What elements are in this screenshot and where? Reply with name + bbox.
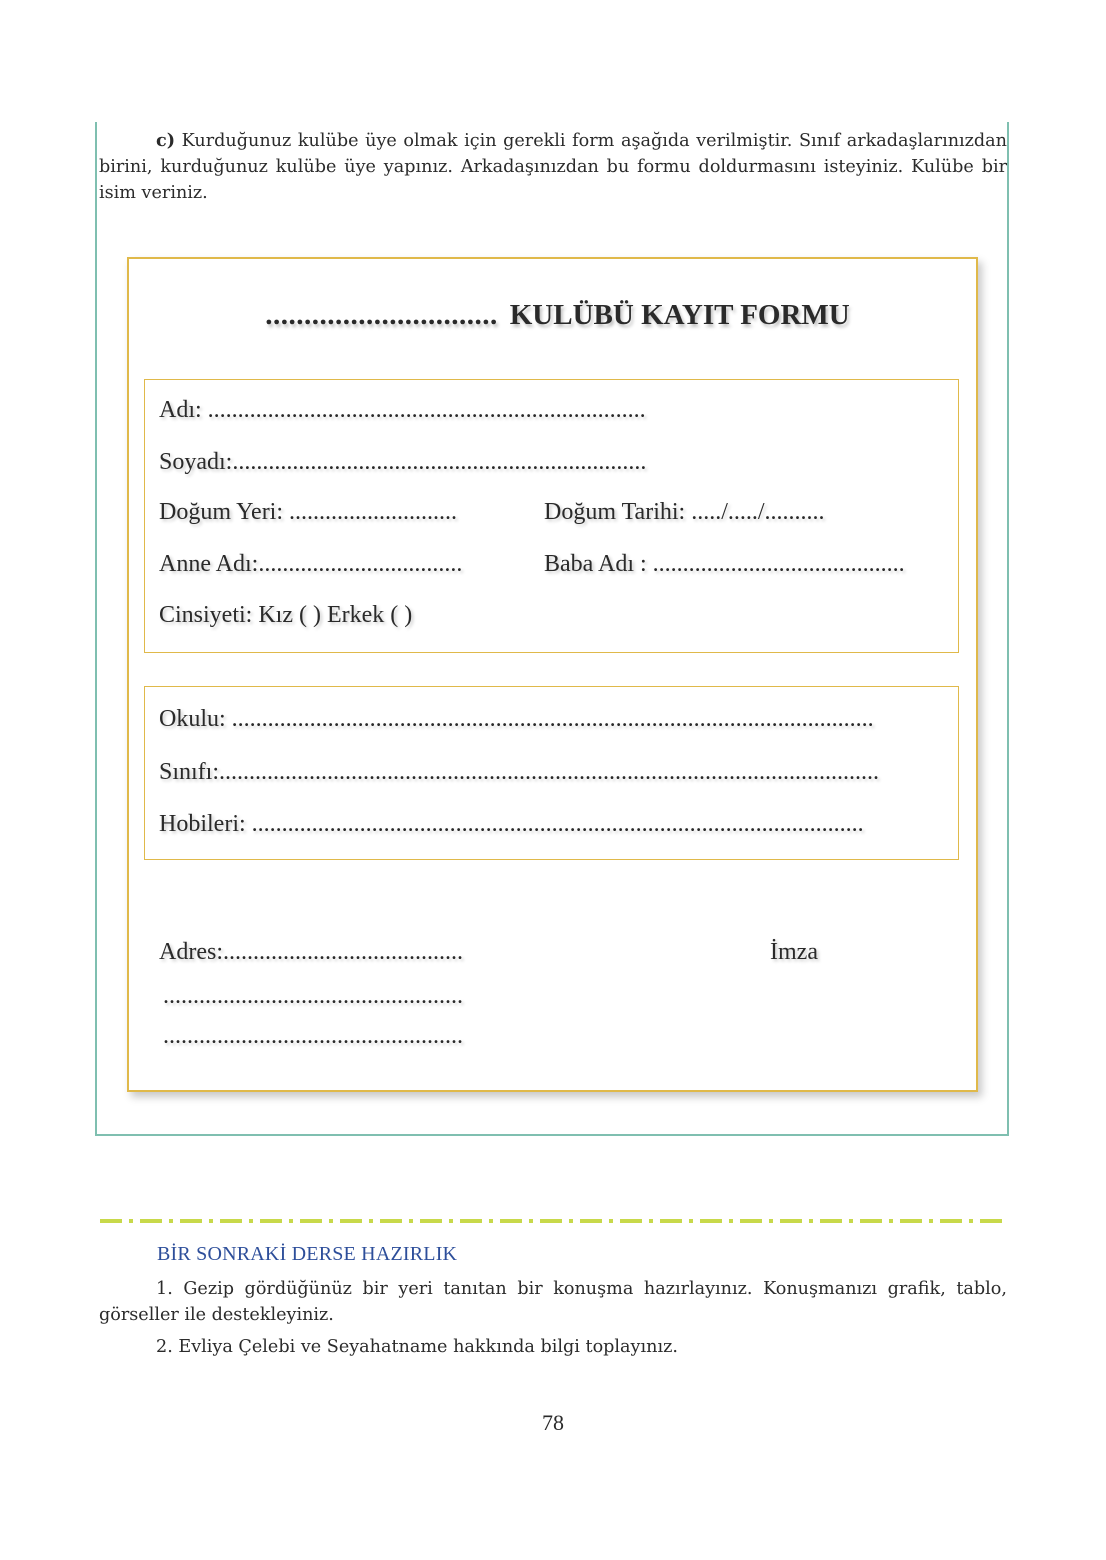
intro-text: Kurduğunuz kulübe üye olmak için gerekli form aşağıda verilmiştir. Sınıf arkadaşlarınızdan birini, kurduğunuz kulübe üye yapınız. Arkadaşınızdan bu formu doldurmasını isteyiniz. Kulübe bir isim veriniz.	[99, 131, 1008, 203]
next-lesson-title: BİR SONRAKİ DERSE HAZIRLIK	[157, 1243, 458, 1265]
form-title-text: KULÜBÜ KAYIT FORMU	[509, 299, 850, 331]
school-field[interactable]: Okulu: ...........................................................................................................	[159, 706, 874, 732]
section-divider	[100, 1219, 1006, 1223]
club-name-blank[interactable]: ..............................	[265, 299, 498, 331]
birthplace-field[interactable]: Doğum Yeri: ............................	[159, 499, 458, 525]
hobbies-field[interactable]: Hobileri: ......................................................................................................	[159, 811, 864, 837]
class-field[interactable]: Sınıfı:..............................................................................................................	[159, 759, 880, 785]
next-lesson-body	[99, 1276, 1007, 1360]
signature-label: İmza	[770, 939, 818, 965]
birthdate-field[interactable]: Doğum Tarihi: ...../...../..........	[544, 499, 825, 525]
next-item-2: 2. Evliya Çelebi ve Seyahatname hakkında bilgi toplayınız.	[156, 1337, 678, 1357]
next-item-1: 1. Gezip gördüğünüz bir yeri tanıtan bir konuşma hazırlayınız. Konuşmanızı grafik, tablo, görseller ile destekleyiniz.	[99, 1279, 1007, 1325]
intro-paragraph	[99, 128, 1007, 206]
father-name-field[interactable]: Baba Adı : ..........................................	[544, 551, 905, 577]
registration-form	[127, 257, 978, 1092]
intro-label: c)	[156, 130, 176, 151]
address-field[interactable]: Adres:........................................	[159, 939, 463, 965]
surname-field[interactable]: Soyadı:.....................................................................	[159, 449, 647, 475]
mother-name-field[interactable]: Anne Adı:..................................	[159, 551, 463, 577]
page-number: 78	[542, 1410, 564, 1435]
address-line-3[interactable]: ..................................................	[163, 1023, 463, 1049]
name-field[interactable]: Adı: .........................................................................	[159, 397, 646, 423]
gender-field[interactable]: Cinsiyeti: Kız ( ) Erkek ( )	[159, 602, 413, 628]
form-title	[129, 299, 976, 332]
address-line-2[interactable]: ..................................................	[163, 983, 463, 1009]
